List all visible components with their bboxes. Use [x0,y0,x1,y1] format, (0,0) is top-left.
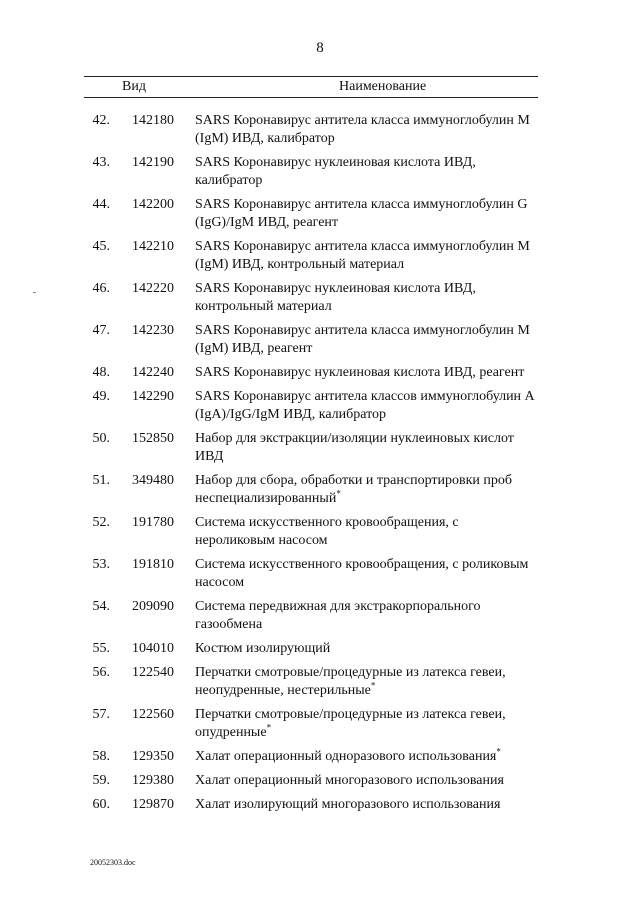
row-code: 142230 [132,323,174,338]
page-number: 8 [316,40,324,56]
row-code: 142210 [132,239,174,254]
file-name-footer: 20052303.doc [90,858,136,867]
row-number: 42. [92,113,110,128]
row-name [195,664,540,700]
row-number: 54. [92,599,110,614]
table-row [84,322,538,358]
row-code: 209090 [132,599,174,614]
row-name [195,280,540,316]
row-name [195,640,540,658]
footnote-asterisk: * [496,746,501,757]
row-name [195,430,540,466]
margin-mark [33,292,36,293]
row-name [195,796,540,814]
row-code: 142240 [132,365,174,380]
row-name [195,772,540,790]
row-name-text: Халат операционный одноразового использования [195,749,497,764]
row-name-text: SARS Коронавирус нуклеиновая кислота ИВД, реагент [195,365,525,380]
table-row [84,112,538,148]
table-row [84,796,538,814]
table-row [84,748,538,766]
table-row [84,664,538,700]
footnote-asterisk: * [370,680,376,691]
row-code: 142290 [132,389,174,404]
row-name [195,514,540,550]
table-row [84,364,538,382]
row-code: 129380 [132,773,174,788]
items-table [84,76,538,812]
row-code: 142190 [132,155,174,170]
row-name-text: SARS Коронавирус антитела класса иммуноглобулин M (IgM) ИВД, калибратор [195,113,530,146]
row-name-text: Перчатки смотровые/процедурные из латекса гевеи, неопудренные, нестерильные [195,665,506,698]
row-code: 122540 [132,665,174,680]
table-row [84,280,538,316]
row-name [195,154,540,190]
row-name [195,556,540,592]
table-row [84,154,538,190]
table-row [84,514,538,550]
row-number: 52. [92,515,110,530]
table-row [84,772,538,790]
row-code: 142220 [132,281,174,296]
row-name [195,238,540,274]
row-number: 57. [92,707,110,722]
row-number: 48. [92,365,110,380]
row-name-text: Набор для экстракции/изоляции нуклеиновых кислот ИВД [195,431,514,464]
row-name [195,748,540,766]
table-row [84,472,538,508]
row-name-text: SARS Коронавирус антитела класса иммуноглобулин M (IgM) ИВД, реагент [195,323,530,356]
row-number: 49. [92,389,110,404]
row-name [195,472,540,508]
row-name-text: Перчатки смотровые/процедурные из латекса гевеи, опудренные [195,707,506,740]
row-name-text: Халат операционный многоразового использования [195,773,504,788]
row-number: 46. [92,281,110,296]
row-code: 191780 [132,515,174,530]
table-row [84,196,538,232]
row-name [195,388,540,424]
table-row [84,388,538,424]
row-number: 50. [92,431,110,446]
row-code: 122560 [132,707,174,722]
footnote-asterisk: * [336,488,341,499]
row-code: 104010 [132,641,174,656]
row-name-text: Система искусственного кровообращения, с роликовым насосом [195,557,529,590]
row-code: 191810 [132,557,174,572]
row-number: 53. [92,557,110,572]
row-name-text: Набор для сбора, обработки и транспортировки проб неспециализированный [195,473,513,506]
row-number: 60. [92,797,110,812]
table-rows [84,112,538,820]
row-name [195,196,540,232]
row-number: 45. [92,239,110,254]
row-code: 129870 [132,797,174,812]
footnote-asterisk: * [266,722,272,733]
row-number: 59. [92,773,110,788]
table-row [84,640,538,658]
row-name-text: SARS Коронавирус нуклеиновая кислота ИВД, калибратор [195,155,476,188]
row-number: 47. [92,323,110,338]
table-row [84,430,538,466]
row-code: 152850 [132,431,174,446]
row-name-text: SARS Коронавирус антитела классов иммуноглобулин A (IgA)/IgG/IgM ИВД, калибратор [195,389,534,422]
table-row [84,556,538,592]
row-code: 349480 [132,473,174,488]
row-number: 58. [92,749,110,764]
row-name [195,706,540,742]
row-number: 56. [92,665,110,680]
row-name [195,322,540,358]
header-vid: Вид [122,79,146,94]
row-number: 44. [92,197,110,212]
row-name-text: SARS Коронавирус антитела класса иммуноглобулин M (IgM) ИВД, контрольный материал [195,239,530,272]
row-number: 55. [92,641,110,656]
row-number: 43. [92,155,110,170]
row-name-text: Система искусственного кровообращения, с нероликовым насосом [195,515,459,548]
row-name-text: SARS Коронавирус нуклеиновая кислота ИВД, контрольный материал [195,281,476,314]
row-name-text: Костюм изолирующий [195,641,331,656]
row-code: 142180 [132,113,174,128]
row-number: 51. [92,473,110,488]
header-name: Наименование [339,79,427,94]
row-name-text: Халат изолирующий многоразового использования [195,797,501,812]
table-row [84,706,538,742]
row-code: 129350 [132,749,174,764]
row-code: 142200 [132,197,174,212]
row-name [195,364,540,382]
row-name [195,112,540,148]
row-name-text: Система передвижная для экстракорпорального газообмена [195,599,481,632]
row-name-text: SARS Коронавирус антитела класса иммуноглобулин G (IgG)/IgM ИВД, реагент [195,197,528,230]
table-header [84,76,538,98]
table-row [84,598,538,634]
table-row [84,238,538,274]
row-name [195,598,540,634]
